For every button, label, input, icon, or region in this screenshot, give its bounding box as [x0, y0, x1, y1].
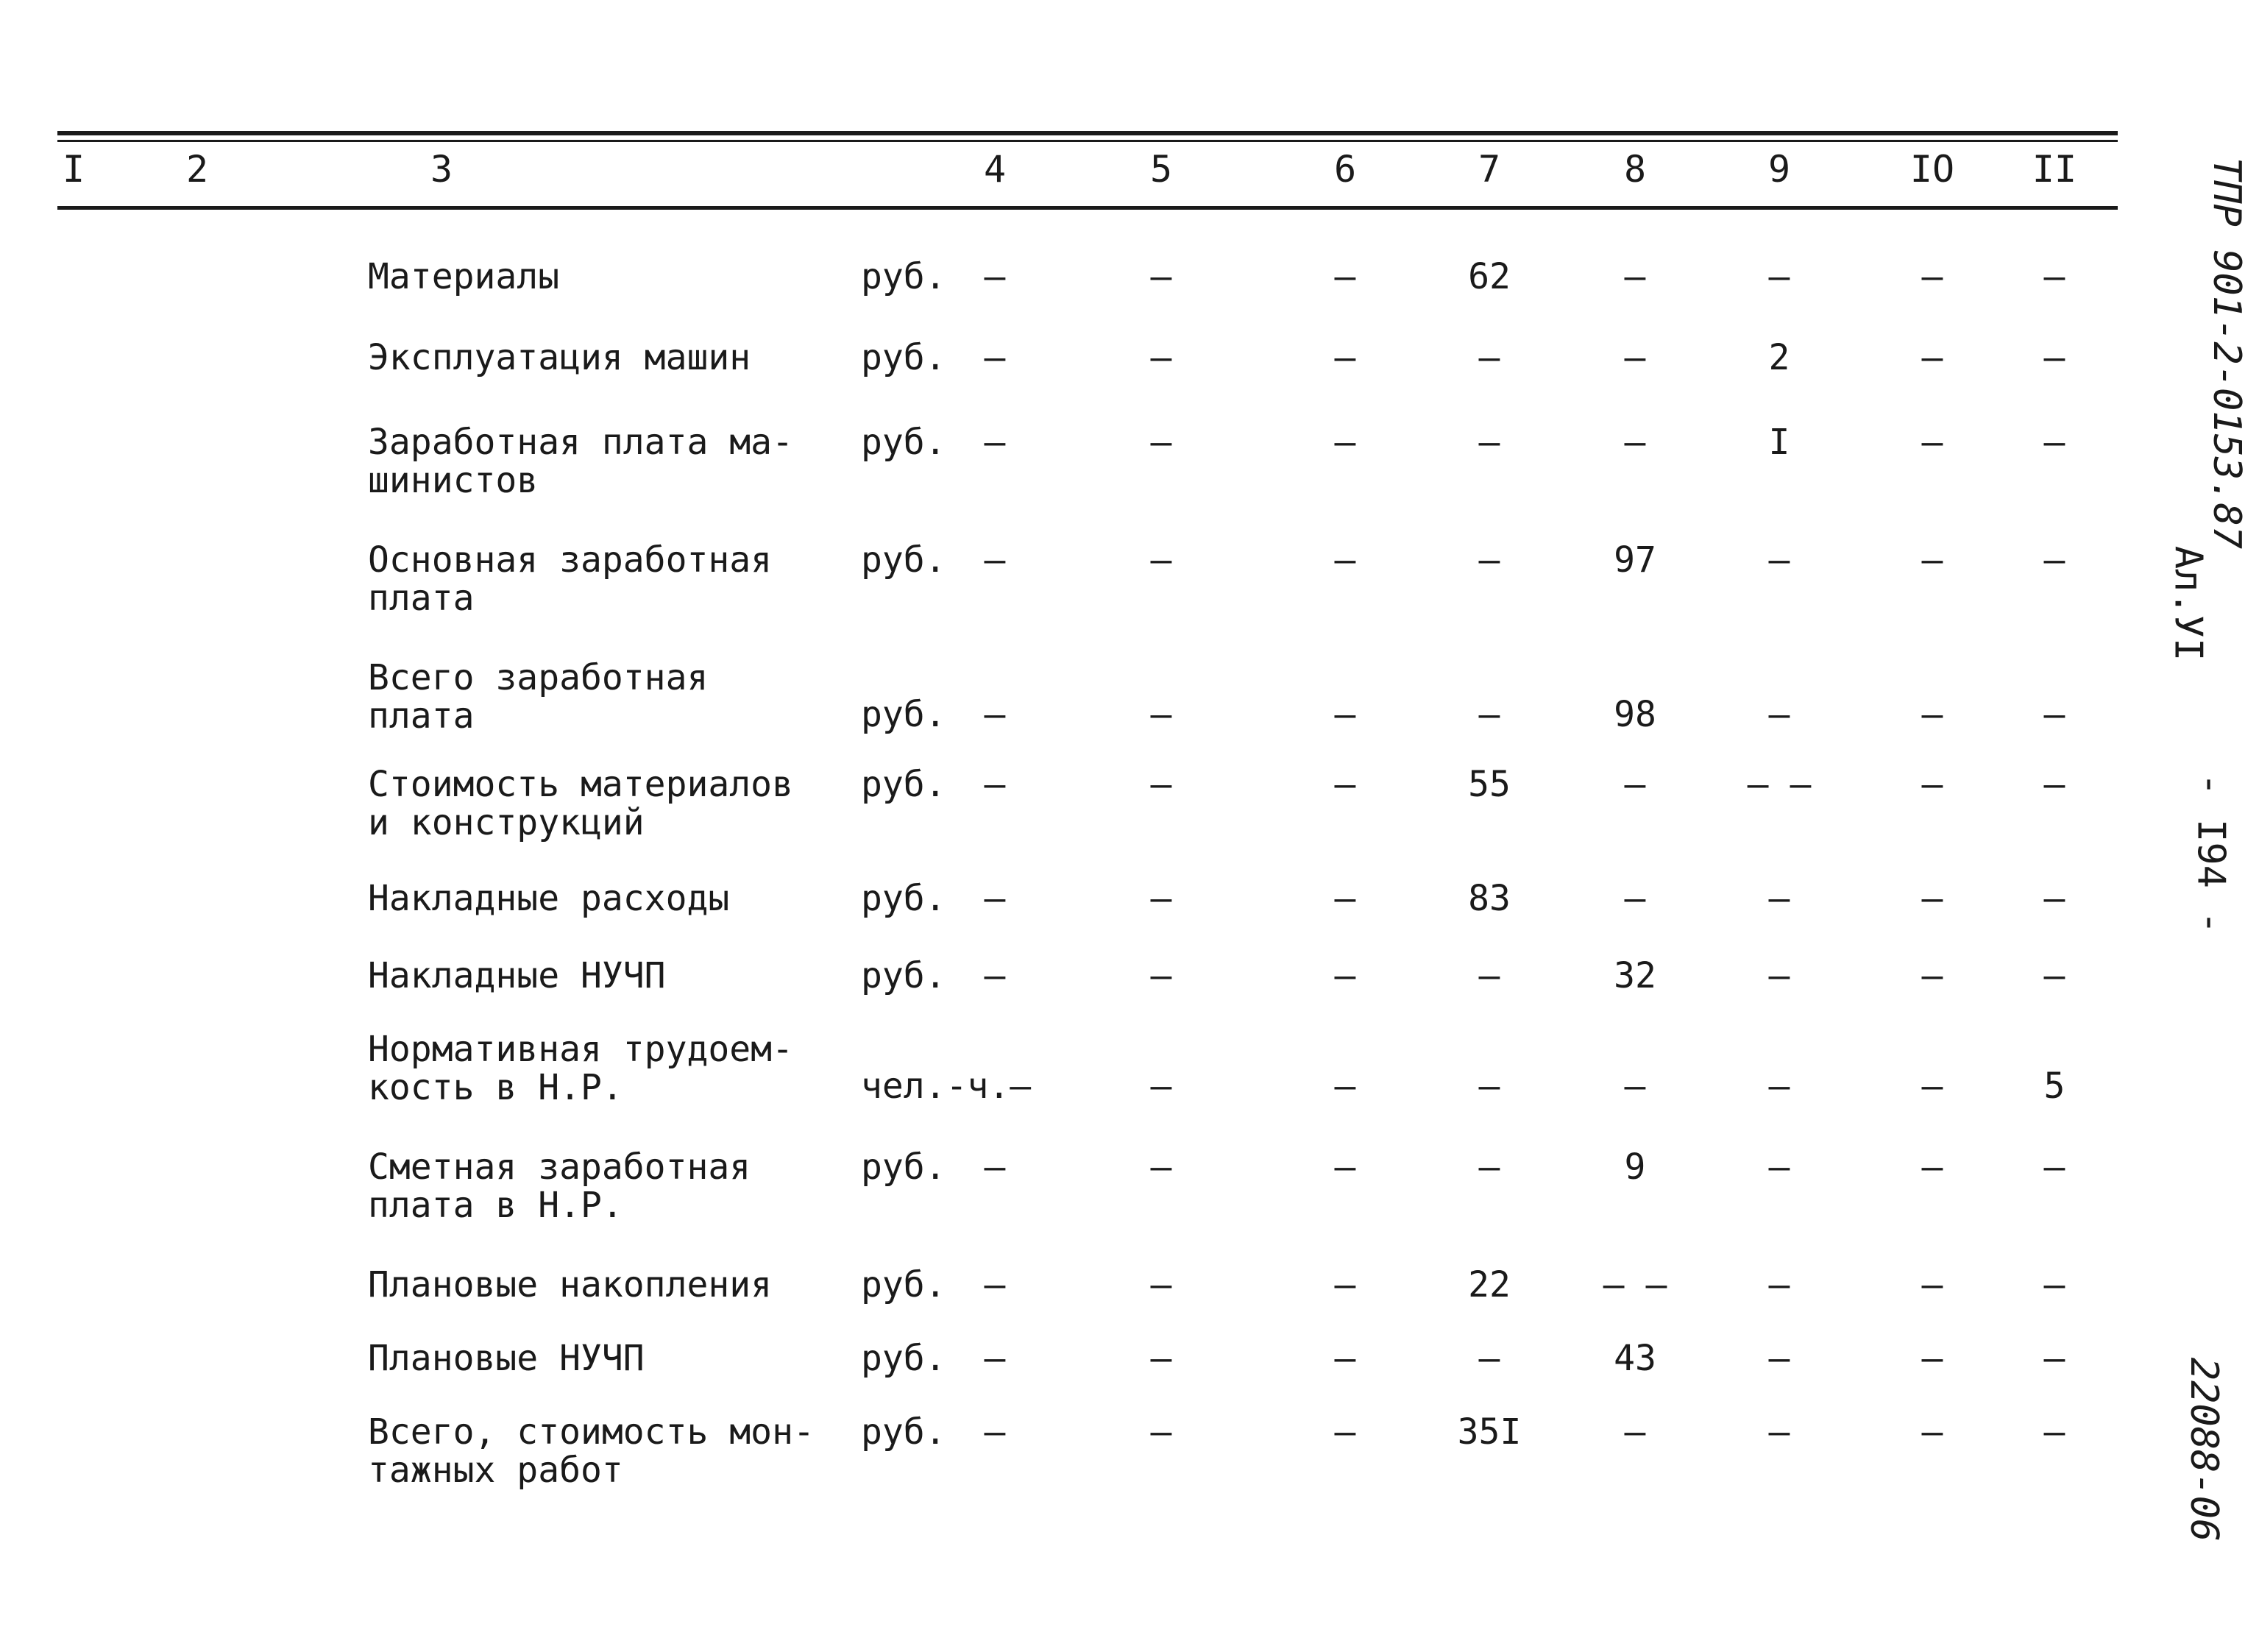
table-cell-col-9: –	[1768, 1146, 1790, 1188]
row-label: Заработная плата ма- шинистов	[368, 422, 793, 501]
table-cell-col-11: 5	[2043, 1066, 2065, 1107]
table-cell-col-7: 22	[1468, 1264, 1511, 1305]
table-cell-col-8: 32	[1614, 955, 1656, 996]
table-cell-col-5: –	[1150, 955, 1172, 996]
table-cell-col-8: 9	[1624, 1146, 1646, 1188]
table-cell-col-7: –	[1478, 422, 1500, 463]
row-label: Всего заработная плата	[368, 657, 709, 737]
table-cell-col-6: –	[1334, 1411, 1356, 1453]
document-code: ТПР 901-2-0153.87	[2205, 157, 2249, 550]
table-cell-col-5: –	[1150, 1411, 1172, 1453]
table-cell-col-6: –	[1334, 1264, 1356, 1305]
table-cell-col-7: –	[1478, 694, 1500, 735]
table-cell-col-9: –	[1768, 256, 1790, 297]
table-cell-col-9: I	[1768, 422, 1790, 463]
table-cell-col-6: –	[1334, 1066, 1356, 1107]
table-cell-col-5: –	[1150, 878, 1172, 919]
table-cell-col-10: –	[1921, 955, 1943, 996]
table-cell-col-11: –	[2043, 1264, 2065, 1305]
page-number: - I94 -	[2188, 773, 2233, 935]
table-cell-col-9: –	[1768, 955, 1790, 996]
table-cell-col-8: –	[1624, 764, 1646, 805]
table-cell-col-11: –	[2043, 1338, 2065, 1379]
row-unit: руб.	[861, 764, 946, 805]
table-cell-col-4: –	[984, 1264, 1006, 1305]
table-cell-col-4: –	[984, 955, 1006, 996]
table-cell-col-10: –	[1921, 422, 1943, 463]
table-cell-col-10: –	[1921, 1264, 1943, 1305]
inventory-number: 22088-06	[2182, 1357, 2227, 1542]
table-cell-col-6: –	[1334, 256, 1356, 297]
table-cell-col-11: –	[2043, 694, 2065, 735]
table-cell-col-9: – –	[1747, 764, 1812, 805]
table-cell-col-8: –	[1624, 878, 1646, 919]
row-unit: руб.	[861, 1264, 946, 1305]
table-cell-col-7: –	[1478, 539, 1500, 581]
table-cell-col-9: –	[1768, 694, 1790, 735]
table-cell-col-6: –	[1334, 1146, 1356, 1188]
row-label: Материалы	[368, 256, 560, 297]
table-cell-col-7: 35I	[1457, 1411, 1522, 1453]
table-cell-col-4: –	[984, 256, 1006, 297]
table-cell-col-10: –	[1921, 1411, 1943, 1453]
table-cell-col-10: –	[1921, 337, 1943, 378]
table-cell-col-5: –	[1150, 764, 1172, 805]
side-margin-annotations	[2166, 140, 2252, 1542]
column-header-5: 5	[1149, 148, 1173, 191]
table-cell-col-11: –	[2043, 1411, 2065, 1453]
table-cell-col-6: –	[1334, 878, 1356, 919]
row-unit: руб.	[861, 955, 946, 996]
row-label: Всего, стоимость мон- тажных работ	[368, 1411, 815, 1491]
column-header-9: 9	[1767, 148, 1791, 191]
table-cell-col-8: – –	[1603, 1264, 1667, 1305]
table-cell-col-10: –	[1921, 1338, 1943, 1379]
row-unit: руб.	[861, 256, 946, 297]
row-unit: руб.	[861, 1338, 946, 1379]
row-unit: руб.	[861, 878, 946, 919]
table-cell-col-8: 43	[1614, 1338, 1656, 1379]
table-cell-col-6: –	[1334, 422, 1356, 463]
column-header-3: 3	[430, 148, 453, 191]
table-cell-col-5: –	[1150, 256, 1172, 297]
column-header-4: 4	[983, 148, 1007, 191]
table-cell-col-5: –	[1150, 694, 1172, 735]
table-cell-col-5: –	[1150, 539, 1172, 581]
row-unit: чел.-ч.–	[861, 1066, 1032, 1107]
table-cell-col-10: –	[1921, 256, 1943, 297]
row-unit: руб.	[861, 337, 946, 378]
table-cell-col-9: –	[1768, 1338, 1790, 1379]
column-header-8: 8	[1623, 148, 1647, 191]
table-cell-col-5: –	[1150, 1338, 1172, 1379]
table-cell-col-11: –	[2043, 764, 2065, 805]
column-header-6: 6	[1333, 148, 1357, 191]
header-rule-bottom	[57, 206, 2118, 210]
row-label: Основная заработная плата	[368, 539, 773, 619]
sheet-number: Ал.УI	[2166, 545, 2210, 662]
column-header-10: IO	[1909, 148, 1955, 191]
row-label: Плановые накопления	[368, 1264, 773, 1305]
table-cell-col-4: –	[984, 422, 1006, 463]
table-cell-col-5: –	[1150, 1066, 1172, 1107]
table-cell-col-9: –	[1768, 539, 1790, 581]
table-cell-col-11: –	[2043, 539, 2065, 581]
table-cell-col-4: –	[984, 694, 1006, 735]
row-unit: руб.	[861, 694, 946, 735]
row-label: Накладные расходы	[368, 878, 730, 919]
table-cell-col-8: –	[1624, 422, 1646, 463]
table-cell-col-9: –	[1768, 1066, 1790, 1107]
row-unit: руб.	[861, 539, 946, 581]
table-cell-col-8: –	[1624, 337, 1646, 378]
row-unit: руб.	[861, 1146, 946, 1188]
header-rule-top-thin	[57, 140, 2118, 142]
table-cell-col-6: –	[1334, 694, 1356, 735]
table-cell-col-4: –	[984, 878, 1006, 919]
table-cell-col-9: –	[1768, 1264, 1790, 1305]
table-cell-col-4: –	[984, 1338, 1006, 1379]
row-unit: руб.	[861, 422, 946, 463]
table-cell-col-5: –	[1150, 422, 1172, 463]
table-cell-col-10: –	[1921, 694, 1943, 735]
table-cell-col-10: –	[1921, 1146, 1943, 1188]
table-cell-col-7: 55	[1468, 764, 1511, 805]
table-cell-col-7: 83	[1468, 878, 1511, 919]
table-cell-col-4: –	[984, 337, 1006, 378]
table-cell-col-6: –	[1334, 764, 1356, 805]
table-cell-col-11: –	[2043, 1146, 2065, 1188]
row-label: Нормативная трудоем- кость в Н.Р.	[368, 1029, 793, 1108]
table-cell-col-4: –	[984, 539, 1006, 581]
table-cell-col-7: –	[1478, 1146, 1500, 1188]
table-cell-col-7: 62	[1468, 256, 1511, 297]
table-cell-col-8: –	[1624, 256, 1646, 297]
table-cell-col-7: –	[1478, 337, 1500, 378]
table-cell-col-11: –	[2043, 878, 2065, 919]
table-cell-col-6: –	[1334, 955, 1356, 996]
table-cell-col-4: –	[984, 1146, 1006, 1188]
table-cell-col-6: –	[1334, 337, 1356, 378]
table-cell-col-4: –	[984, 764, 1006, 805]
table-cell-col-10: –	[1921, 539, 1943, 581]
column-header-1: I	[62, 148, 85, 191]
table-cell-col-8: 97	[1614, 539, 1656, 581]
table-cell-col-8: 98	[1614, 694, 1656, 735]
table-cell-col-9: –	[1768, 878, 1790, 919]
table-cell-col-7: –	[1478, 1338, 1500, 1379]
table-cell-col-8: –	[1624, 1066, 1646, 1107]
table-cell-col-5: –	[1150, 1146, 1172, 1188]
table-cell-col-10: –	[1921, 764, 1943, 805]
row-label: Плановые НУЧП	[368, 1338, 645, 1379]
table-cell-col-10: –	[1921, 1066, 1943, 1107]
table-cell-col-6: –	[1334, 539, 1356, 581]
table-cell-col-11: –	[2043, 256, 2065, 297]
table-cell-col-7: –	[1478, 1066, 1500, 1107]
table-cell-col-5: –	[1150, 337, 1172, 378]
row-unit: руб.	[861, 1411, 946, 1453]
table-cell-col-9: –	[1768, 1411, 1790, 1453]
table-cell-col-7: –	[1478, 955, 1500, 996]
table-cell-col-8: –	[1624, 1411, 1646, 1453]
column-header-7: 7	[1478, 148, 1501, 191]
table-cell-col-5: –	[1150, 1264, 1172, 1305]
table-cell-col-6: –	[1334, 1338, 1356, 1379]
row-label: Эксплуатация машин	[368, 337, 751, 378]
table-cell-col-9: 2	[1768, 337, 1790, 378]
table-cell-col-11: –	[2043, 955, 2065, 996]
table-cell-col-11: –	[2043, 422, 2065, 463]
column-header-2: 2	[185, 148, 209, 191]
table-cell-col-11: –	[2043, 337, 2065, 378]
header-rule-top	[57, 131, 2118, 135]
column-header-11: II	[2032, 148, 2077, 191]
row-label: Накладные НУЧП	[368, 955, 666, 996]
row-label: Сметная заработная плата в Н.Р.	[368, 1146, 751, 1226]
table-cell-col-4: –	[984, 1411, 1006, 1453]
row-label: Стоимость материалов и конструкций	[368, 764, 793, 843]
table-cell-col-10: –	[1921, 878, 1943, 919]
